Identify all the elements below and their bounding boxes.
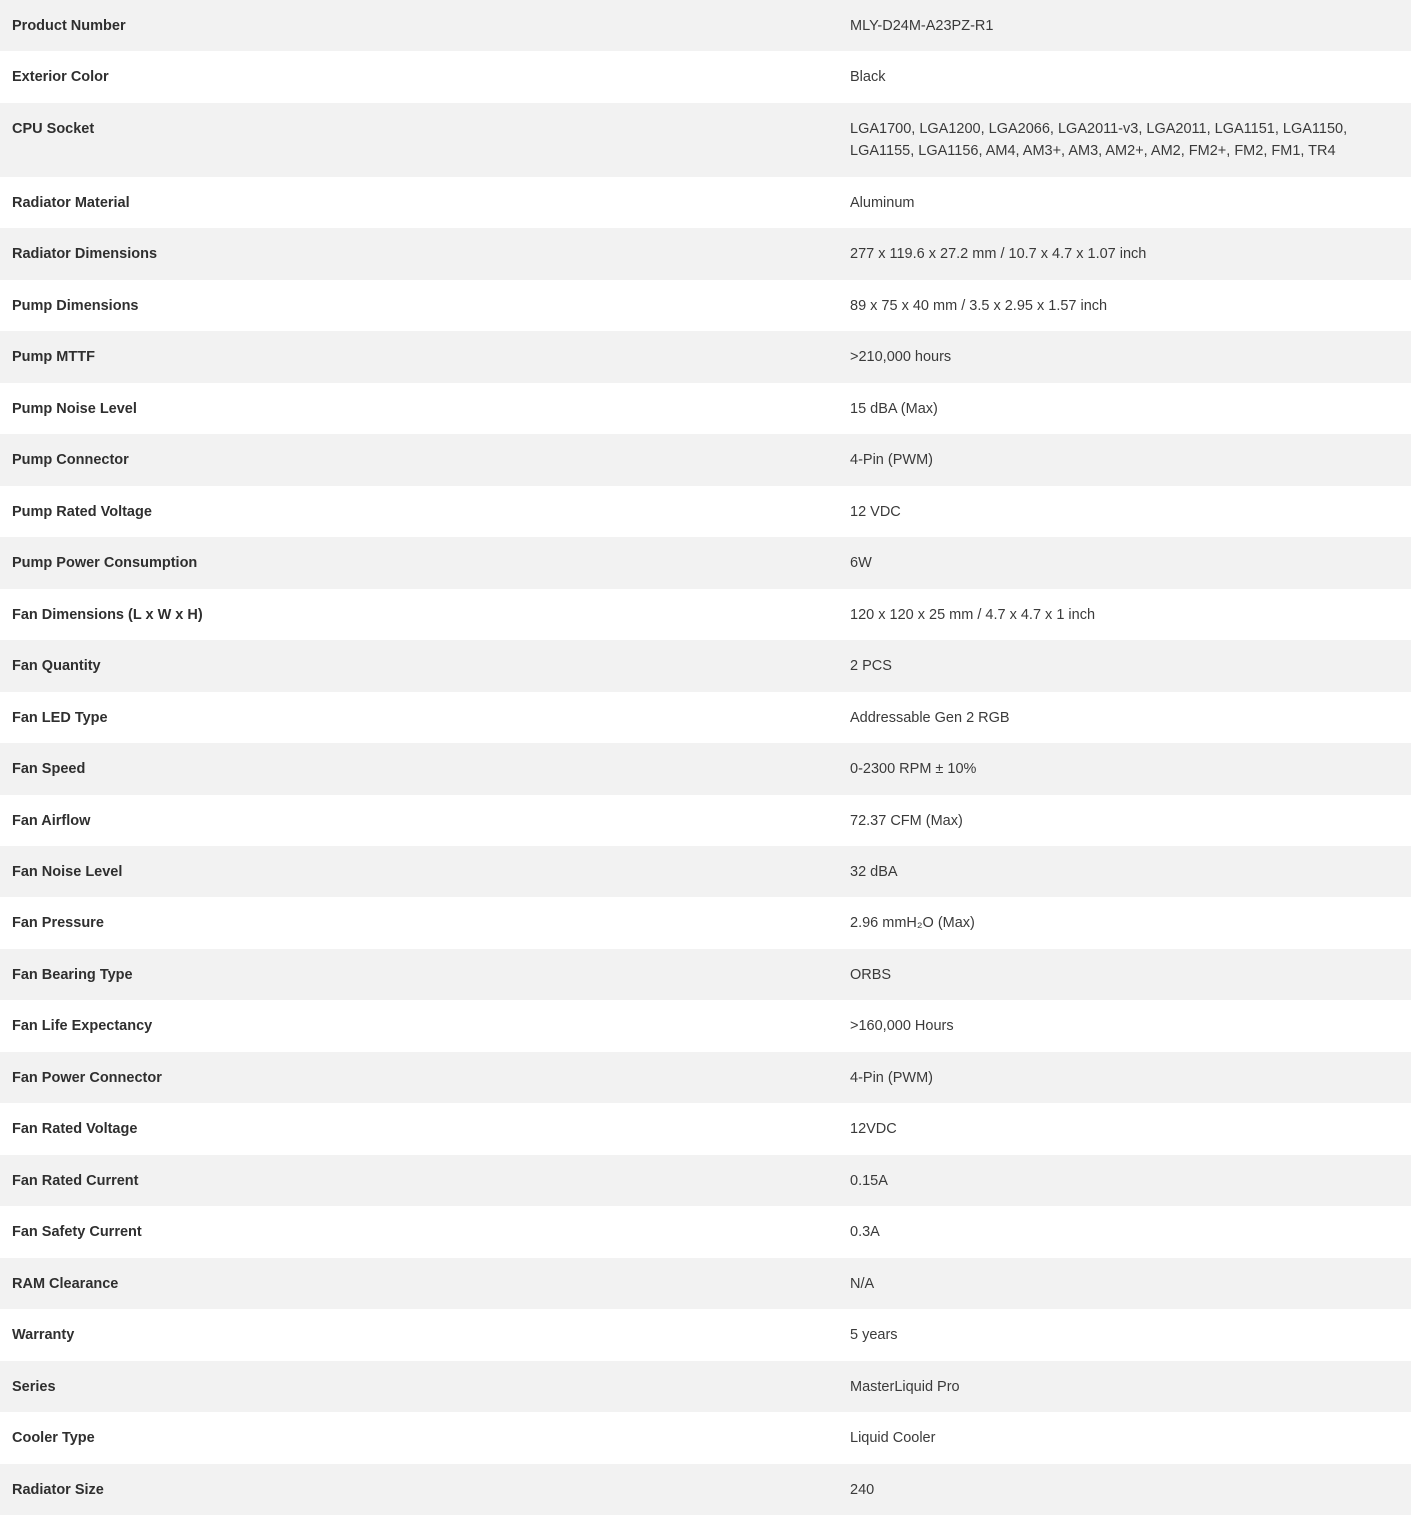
spec-label: RAM Clearance xyxy=(12,1275,119,1292)
table-row xyxy=(0,589,1411,640)
spec-label: Fan Dimensions (L x W x H) xyxy=(12,606,203,623)
spec-label: Fan Bearing Type xyxy=(12,966,133,983)
spec-value: Black xyxy=(850,69,886,86)
spec-label: Cooler Type xyxy=(12,1430,95,1447)
spec-label: Fan Rated Voltage xyxy=(12,1121,138,1138)
spec-label: Radiator Material xyxy=(12,194,130,211)
table-row xyxy=(0,1464,1411,1515)
spec-value: 32 dBA xyxy=(850,863,898,880)
table-row xyxy=(0,103,1411,177)
spec-value: 2 PCS xyxy=(850,658,892,675)
table-row xyxy=(0,640,1411,691)
spec-value: MLY-D24M-A23PZ-R1 xyxy=(850,18,994,34)
spec-label: Pump Connector xyxy=(12,452,129,469)
spec-label: Fan Safety Current xyxy=(12,1224,142,1241)
spec-value: 0-2300 RPM ± 10% xyxy=(850,761,977,778)
spec-value: Addressable Gen 2 RGB xyxy=(850,709,1010,726)
table-row xyxy=(0,434,1411,485)
spec-value: MasterLiquid Pro xyxy=(850,1378,960,1395)
table-row xyxy=(0,228,1411,279)
table-row xyxy=(0,846,1411,897)
spec-value: 4-Pin (PWM) xyxy=(850,452,933,469)
spec-value: 120 x 120 x 25 mm / 4.7 x 4.7 x 1 inch xyxy=(850,606,1096,623)
spec-label: Fan Noise Level xyxy=(12,863,123,880)
spec-value: 277 x 119.6 x 27.2 mm / 10.7 x 4.7 x 1.07 inch xyxy=(850,246,1147,263)
table-row xyxy=(0,1052,1411,1103)
spec-label: Radiator Size xyxy=(12,1481,104,1498)
table-row xyxy=(0,537,1411,588)
table-row xyxy=(0,897,1411,948)
spec-label: Warranty xyxy=(12,1327,75,1344)
spec-value: 6W xyxy=(850,555,872,572)
table-row xyxy=(0,1258,1411,1309)
spec-value: 5 years xyxy=(850,1327,898,1344)
spec-label: Fan Airflow xyxy=(12,812,91,829)
spec-value: 0.3A xyxy=(850,1224,880,1241)
table-row xyxy=(0,486,1411,537)
table-row xyxy=(0,1000,1411,1051)
spec-label: Fan Speed xyxy=(12,761,86,778)
table-row xyxy=(0,51,1411,102)
spec-value: 12 VDC xyxy=(850,503,901,520)
spec-label: Pump MTTF xyxy=(12,349,95,366)
spec-value: 72.37 CFM (Max) xyxy=(850,812,963,829)
spec-value: ORBS xyxy=(850,966,892,983)
spec-label: Pump Power Consumption xyxy=(12,555,198,572)
table-row xyxy=(0,949,1411,1000)
spec-value: Liquid Cooler xyxy=(850,1430,936,1447)
spec-value: >210,000 hours xyxy=(850,349,952,366)
spec-label: Exterior Color xyxy=(12,69,109,86)
spec-label: Fan Quantity xyxy=(12,658,101,675)
spec-value: >160,000 Hours xyxy=(850,1018,954,1035)
table-row xyxy=(0,743,1411,794)
table-row xyxy=(0,1103,1411,1154)
table-row xyxy=(0,1309,1411,1360)
spec-label: Fan Life Expectancy xyxy=(12,1018,153,1035)
table-row xyxy=(0,1412,1411,1463)
spec-label: Product Number xyxy=(12,18,126,34)
table-row xyxy=(0,1155,1411,1206)
table-row xyxy=(0,280,1411,331)
table-row xyxy=(0,0,1411,51)
table-row xyxy=(0,331,1411,382)
spec-value: 89 x 75 x 40 mm / 3.5 x 2.95 x 1.57 inch xyxy=(850,297,1108,314)
table-row xyxy=(0,795,1411,846)
spec-value: 4-Pin (PWM) xyxy=(850,1069,933,1086)
spec-label: Pump Noise Level xyxy=(12,400,137,417)
spec-value: 15 dBA (Max) xyxy=(850,400,938,417)
spec-value: 0.15A xyxy=(850,1172,888,1189)
spec-label: Radiator Dimensions xyxy=(12,246,158,263)
spec-label: Series xyxy=(12,1378,56,1395)
table-row xyxy=(0,1206,1411,1257)
spec-label: CPU Socket xyxy=(12,120,95,137)
table-row xyxy=(0,692,1411,743)
spec-value: 240 xyxy=(850,1481,875,1498)
spec-value: 12VDC xyxy=(850,1121,897,1138)
table-row xyxy=(0,1361,1411,1412)
spec-value: 2.96 mmH₂O (Max) xyxy=(850,915,975,932)
spec-label: Fan Rated Current xyxy=(12,1172,139,1189)
spec-value: N/A xyxy=(850,1275,875,1292)
spec-label: Fan Pressure xyxy=(12,915,104,932)
spec-value: LGA1700, LGA1200, LGA2066, LGA2011-v3, LGA2011, LGA1151, LGA1150, LGA1155, LGA1156, AM4, AM3+, AM3, AM2+, AM2, FM2+, FM2, FM1, TR4 xyxy=(850,120,1348,160)
spec-label: Pump Dimensions xyxy=(12,297,139,314)
spec-label: Fan Power Connector xyxy=(12,1069,162,1086)
spec-label: Pump Rated Voltage xyxy=(12,503,152,520)
table-row xyxy=(0,383,1411,434)
spec-value: Aluminum xyxy=(850,194,915,211)
spec-label: Fan LED Type xyxy=(12,709,108,726)
table-row xyxy=(0,177,1411,228)
